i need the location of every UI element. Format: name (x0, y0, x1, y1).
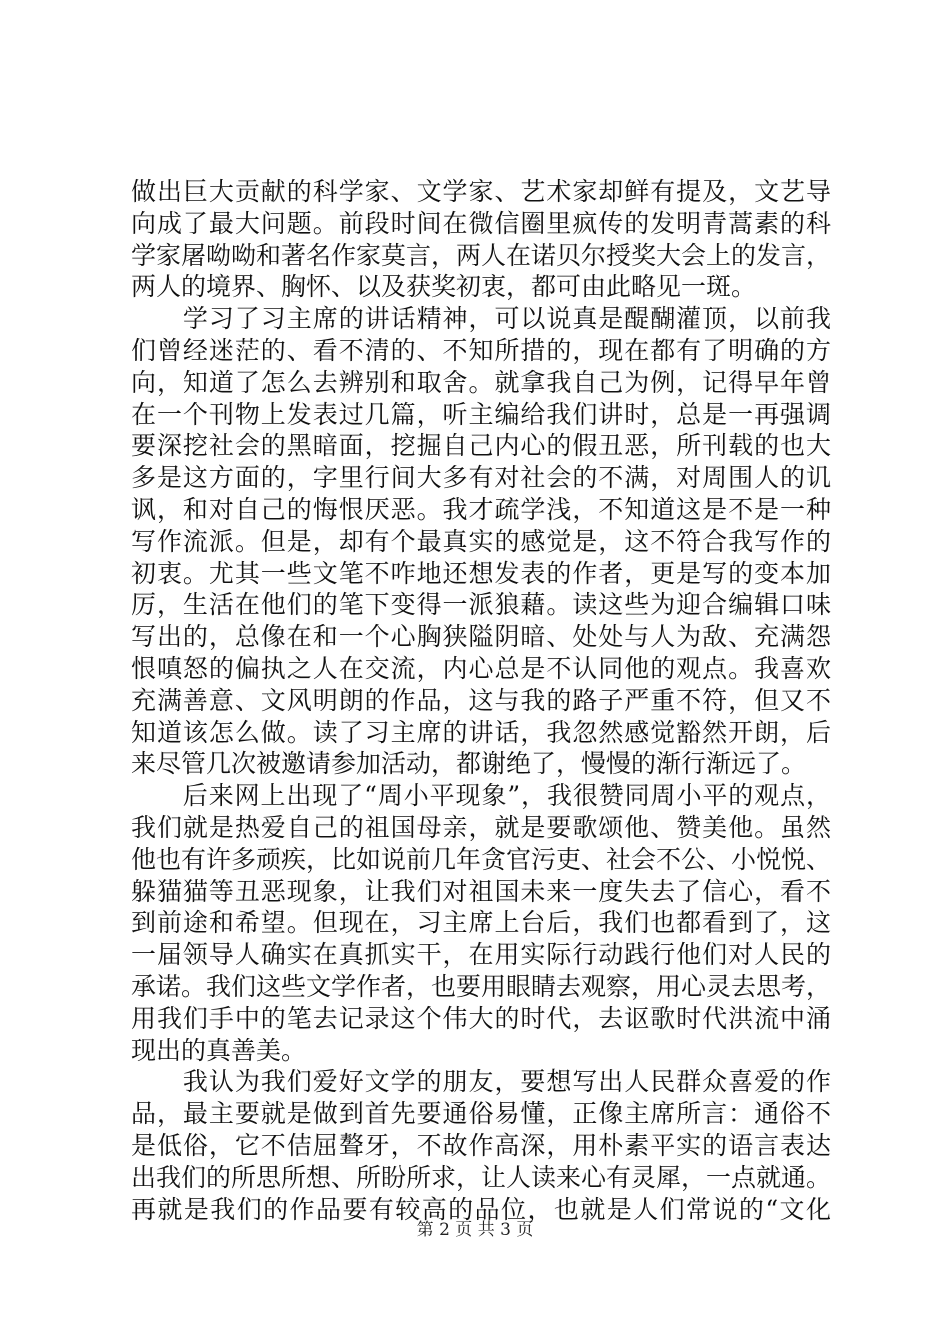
text-line: 再就是我们的作品要有较高的品位，也就是人们常说的“文化 (131, 1194, 831, 1224)
text-line: 们曾经迷茫的、看不清的、不知所措的，现在都有了明确的方 (131, 335, 831, 365)
text-line: 到前途和希望。但现在，习主席上台后，我们也都看到了，这 (131, 908, 831, 938)
text-line: 两人的境界、胸怀、以及获奖初衷，都可由此略见一斑。 (131, 272, 757, 302)
text-line: 是低俗，它不佶屈聱牙，不故作高深，用朴素平实的语言表达 (131, 1130, 831, 1160)
text-line: 向成了最大问题。前段时间在微信圈里疯传的发明青蒿素的科 (131, 208, 831, 238)
text-line: 充满善意、文风明朗的作品，这与我的路子严重不符，但又不 (131, 685, 831, 715)
text-line: 写出的，总像在和一个心胸狭隘阴暗、处处与人为敌、充满怨 (131, 622, 831, 652)
text-line: 在一个刊物上发表过几篇，听主编给我们讲时，总是一再强调 (131, 399, 831, 429)
text-line: 向，知道了怎么去辨别和取舍。就拿我自己为例，记得早年曾 (131, 367, 831, 397)
text-line: 用我们手中的笔去记录这个伟大的时代，去讴歌时代洪流中涌 (131, 1003, 831, 1033)
text-line: 一届领导人确实在真抓实干，在用实际行动践行他们对人民的 (131, 940, 831, 970)
text-line: 初衷。尤其一些文笔不咋地还想发表的作者，更是写的变本加 (131, 558, 831, 588)
text-line: 写作流派。但是，却有个最真实的感觉是，这不符合我写作的 (131, 526, 831, 556)
text-line: 他也有许多顽疾，比如说前几年贪官污吏、社会不公、小悦悦、 (131, 844, 832, 874)
text-line: 来尽管几次被邀请参加活动，都谢绝了，慢慢的渐行渐远了。 (131, 749, 807, 779)
text-line: 知道该怎么做。读了习主席的讲话，我忽然感觉豁然开朗，后 (131, 717, 831, 747)
text-line: 做出巨大贡献的科学家、文学家、艺术家却鲜有提及，文艺导 (131, 177, 831, 206)
page-footer: 第 2 页 共 3 页 (416, 1220, 534, 1240)
text-line: 出我们的所思所想、所盼所求，让人读来心有灵犀，一点就通。 (131, 1162, 832, 1192)
text-line: 学家屠呦呦和著名作家莫言，两人在诺贝尔授奖大会上的发言， (131, 240, 832, 270)
text-line: 承诺。我们这些文学作者，也要用眼睛去观察，用心灵去思考， (131, 971, 832, 1001)
text-line: 厉，生活在他们的笔下变得一派狼藉。读这些为迎合编辑口味 (131, 590, 831, 620)
text-line: 我们就是热爱自己的祖国母亲，就是要歌颂他、赞美他。虽然 (131, 812, 831, 842)
text-line: 恨嗔怒的偏执之人在交流，内心总是不认同他的观点。我喜欢 (131, 653, 831, 683)
text-line: 后来网上出现了“周小平现象”，我很赞同周小平的观点， (131, 781, 831, 811)
text-line: 现出的真善美。 (131, 1035, 307, 1065)
text-line: 我认为我们爱好文学的朋友，要想写出人民群众喜爱的作 (131, 1067, 831, 1097)
text-line: 要深挖社会的黑暗面，挖掘自己内心的假丑恶，所刊载的也大 (131, 431, 831, 461)
text-line: 学习了习主席的讲话精神，可以说真是醍醐灌顶，以前我 (131, 304, 831, 334)
text-line: 讽，和对自己的悔恨厌恶。我才疏学浅，不知道这是不是一种 (131, 494, 831, 524)
text-line: 多是这方面的，字里行间大多有对社会的不满，对周围人的讥 (131, 463, 831, 493)
body-text (131, 176, 831, 1225)
text-line: 躲猫猫等丑恶现象，让我们对祖国未来一度失去了信心，看不 (131, 876, 831, 906)
text-line: 品，最主要就是做到首先要通俗易懂，正像主席所言：通俗不 (131, 1099, 831, 1129)
